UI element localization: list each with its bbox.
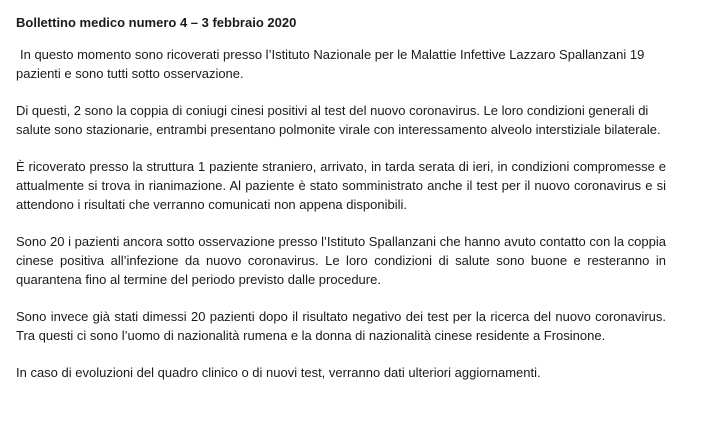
paragraph-observation: Sono 20 i pazienti ancora sotto osservazione presso l’Istituto Spallanzani che hanno avuto contatto con la coppia cinese positiva all’infezione da nuovo coronavirus. Le loro condizioni di salute sono buone e resteranno in quarantena fino al termine del periodo previsto dalle procedure. <box>16 234 666 287</box>
medical-bulletin-document <box>16 14 666 400</box>
paragraph-patients-count: In questo momento sono ricoverati presso l’Istituto Nazionale per le Malattie Infettive Lazzaro Spallanzani 19 pazienti e sono tutti sotto osservazione. <box>16 47 645 81</box>
bulletin-title: Bollettino medico numero 4 – 3 febbraio 2020 <box>16 15 297 30</box>
paragraph-chinese-couple: Di questi, 2 sono la coppia di coniugi cinesi positivi al test del nuovo coronavirus. Le loro condizioni generali di salute sono stazionarie, entrambi presentano polmonite virale con interessamento alveolo interstiziale bilaterale. <box>16 103 661 137</box>
paragraph-updates: In caso di evoluzioni del quadro clinico o di nuovi test, verranno dati ulteriori aggiornamenti. <box>16 365 541 380</box>
paragraph-discharged: Sono invece già stati dimessi 20 pazienti dopo il risultato negativo dei test per la ricerca del nuovo coronavirus. Tra questi ci sono l’uomo di nazionalità rumena e la donna di nazionalità cinese residente a Frosinone. <box>16 309 666 343</box>
paragraph-foreign-patient: È ricoverato presso la struttura 1 paziente straniero, arrivato, in tarda serata di ieri, in condizioni compromesse e attualmente si trova in rianimazione. Al paziente è stato somministrato anche il test per il nuovo coronavirus e si attendono i risultati che verranno comunicati non appena disponibili. <box>16 159 666 212</box>
